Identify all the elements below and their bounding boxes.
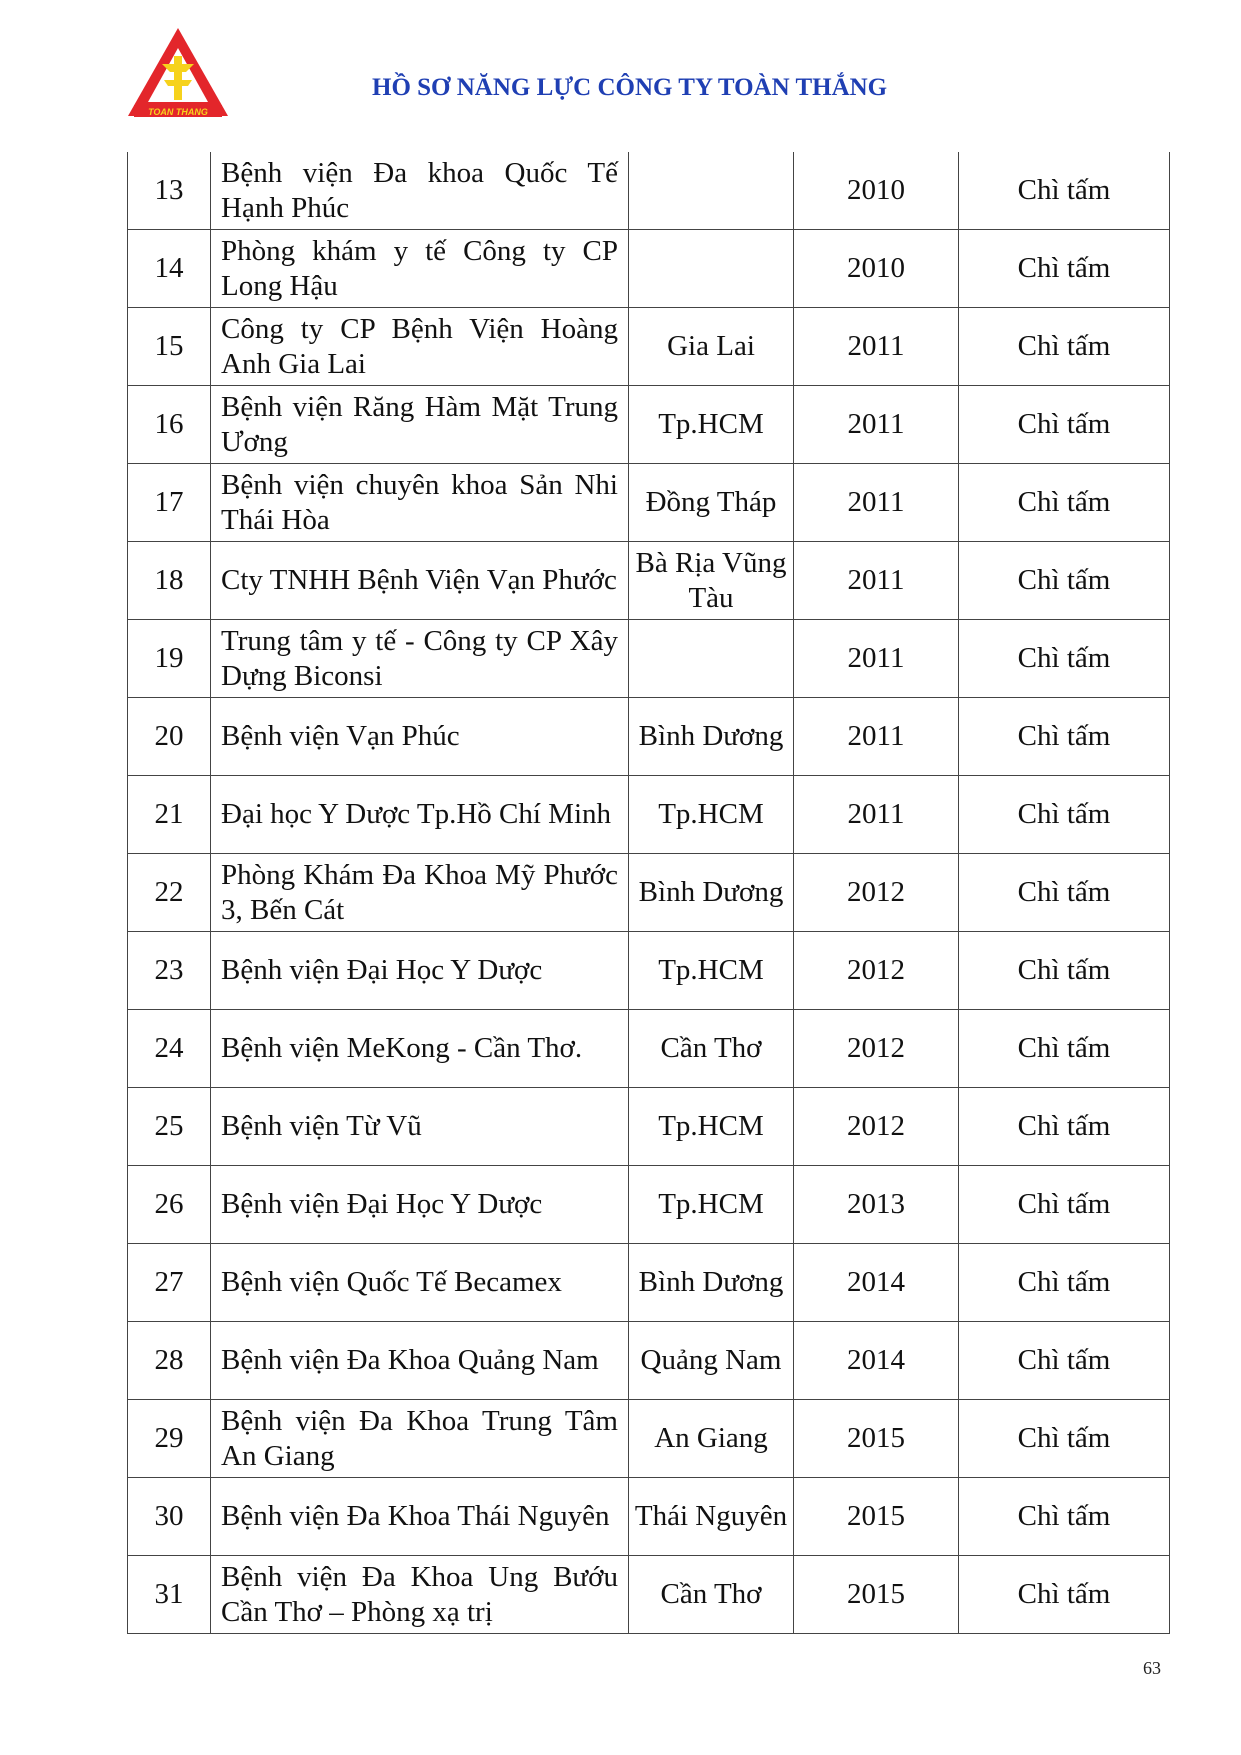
project-location-cell <box>629 854 794 932</box>
project-year-cell <box>794 1010 959 1088</box>
row-number-cell <box>128 542 211 620</box>
project-location: Gia Lai <box>667 330 755 362</box>
project-location-cell <box>629 1010 794 1088</box>
project-year-cell <box>794 464 959 542</box>
project-year: 2010 <box>847 252 905 284</box>
project-year: 2014 <box>847 1344 905 1376</box>
project-name: Bệnh viện Đa Khoa Quảng Nam <box>221 1344 599 1376</box>
project-location: Bình Dương <box>638 720 784 752</box>
project-year-cell <box>794 620 959 698</box>
project-material: Chì tấm <box>1017 642 1111 674</box>
project-name: Bệnh viện Răng Hàm Mặt Trung Ương <box>221 390 618 458</box>
project-year-cell <box>794 1478 959 1556</box>
table-row <box>128 1166 1170 1244</box>
project-name-cell <box>211 776 629 854</box>
table-row <box>128 1556 1170 1634</box>
row-number-cell <box>128 698 211 776</box>
project-material-cell <box>959 1322 1170 1400</box>
project-material: Chì tấm <box>1017 174 1111 206</box>
project-name-cell <box>211 386 629 464</box>
project-year-cell <box>794 308 959 386</box>
table-row <box>128 620 1170 698</box>
table-row <box>128 1322 1170 1400</box>
row-number: 30 <box>154 1500 184 1532</box>
project-name-cell <box>211 1322 629 1400</box>
row-number: 16 <box>154 408 184 440</box>
row-number: 29 <box>154 1422 184 1454</box>
project-location: Bình Dương <box>638 876 784 908</box>
project-year: 2011 <box>847 798 905 830</box>
project-location: Cần Thơ <box>660 1032 762 1064</box>
project-name: Bệnh viện Đại Học Y Dược <box>221 1188 543 1220</box>
project-year: 2011 <box>847 408 905 440</box>
project-material-cell <box>959 854 1170 932</box>
project-location-cell <box>629 1088 794 1166</box>
project-name: Bệnh viện chuyên khoa Sản Nhi Thái Hòa <box>221 468 618 536</box>
project-year-cell <box>794 230 959 308</box>
project-material: Chì tấm <box>1017 798 1111 830</box>
project-name: Bệnh viện Đa Khoa Thái Nguyên <box>221 1500 610 1532</box>
table-row <box>128 152 1170 230</box>
project-material: Chì tấm <box>1017 564 1111 596</box>
project-location-cell <box>629 230 794 308</box>
projects-table <box>127 152 1170 1634</box>
project-name-cell <box>211 1088 629 1166</box>
project-location: Cần Thơ <box>660 1578 762 1610</box>
row-number-cell <box>128 854 211 932</box>
project-name-cell <box>211 854 629 932</box>
project-material-cell <box>959 1088 1170 1166</box>
row-number: 22 <box>154 876 184 908</box>
row-number: 19 <box>154 642 184 674</box>
table-row <box>128 1400 1170 1478</box>
project-material: Chì tấm <box>1017 720 1111 752</box>
row-number-cell <box>128 1010 211 1088</box>
project-location: Bình Dương <box>638 1266 784 1298</box>
table-row <box>128 932 1170 1010</box>
project-location: Tp.HCM <box>658 408 764 440</box>
project-year: 2012 <box>847 954 905 986</box>
project-location: Tp.HCM <box>658 954 764 986</box>
project-location-cell <box>629 1166 794 1244</box>
project-name-cell <box>211 308 629 386</box>
row-number-cell <box>128 1166 211 1244</box>
row-number: 27 <box>154 1266 184 1298</box>
table-row <box>128 1244 1170 1322</box>
project-material-cell <box>959 698 1170 776</box>
project-material-cell <box>959 1478 1170 1556</box>
project-material-cell <box>959 620 1170 698</box>
project-location: Đồng Tháp <box>645 486 777 518</box>
table-row <box>128 386 1170 464</box>
project-material: Chì tấm <box>1017 252 1111 284</box>
table-row <box>128 1010 1170 1088</box>
row-number-cell <box>128 308 211 386</box>
project-name: Bệnh viện Đại Học Y Dược <box>221 954 543 986</box>
project-year: 2015 <box>847 1422 905 1454</box>
project-year-cell <box>794 1556 959 1634</box>
table-row <box>128 542 1170 620</box>
project-year: 2012 <box>847 1110 905 1142</box>
project-year: 2012 <box>847 876 905 908</box>
row-number: 18 <box>154 564 184 596</box>
project-material-cell <box>959 230 1170 308</box>
project-year: 2014 <box>847 1266 905 1298</box>
row-number: 26 <box>154 1188 184 1220</box>
logo-text: TOAN THANG <box>148 107 208 117</box>
project-name: Bệnh viện Đa khoa Quốc Tế Hạnh Phúc <box>221 156 618 224</box>
project-year-cell <box>794 1244 959 1322</box>
project-name: Bệnh viện Vạn Phúc <box>221 720 460 752</box>
project-name: Bệnh viện MeKong - Cần Thơ. <box>221 1032 583 1064</box>
project-material: Chì tấm <box>1017 1188 1111 1220</box>
project-year-cell <box>794 1400 959 1478</box>
project-location-cell <box>629 152 794 230</box>
project-year-cell <box>794 698 959 776</box>
row-number: 17 <box>154 486 184 518</box>
project-location-cell <box>629 1556 794 1634</box>
project-location: Bà Rịa Vũng Tàu <box>635 546 787 614</box>
project-material-cell <box>959 1556 1170 1634</box>
project-material: Chì tấm <box>1017 486 1111 518</box>
project-year: 2011 <box>847 642 905 674</box>
project-material: Chì tấm <box>1017 1344 1111 1376</box>
project-material-cell <box>959 386 1170 464</box>
row-number-cell <box>128 464 211 542</box>
row-number: 20 <box>154 720 184 752</box>
project-location-cell <box>629 698 794 776</box>
project-name: Công ty CP Bệnh Viện Hoàng Anh Gia Lai <box>221 312 618 380</box>
company-logo <box>124 26 232 120</box>
project-material: Chì tấm <box>1017 1032 1111 1064</box>
project-year-cell <box>794 932 959 1010</box>
project-year-cell <box>794 386 959 464</box>
table-row <box>128 230 1170 308</box>
table-row <box>128 308 1170 386</box>
project-name-cell <box>211 1478 629 1556</box>
table-row <box>128 1088 1170 1166</box>
row-number-cell <box>128 1244 211 1322</box>
row-number-cell <box>128 1556 211 1634</box>
project-material: Chì tấm <box>1017 876 1111 908</box>
project-year: 2011 <box>847 720 905 752</box>
project-location: An Giang <box>654 1422 768 1454</box>
project-name-cell <box>211 464 629 542</box>
project-material-cell <box>959 1244 1170 1322</box>
row-number-cell <box>128 1400 211 1478</box>
project-name-cell <box>211 152 629 230</box>
project-material: Chì tấm <box>1017 1110 1111 1142</box>
project-name: Bệnh viện Đa Khoa Trung Tâm An Giang <box>221 1404 618 1472</box>
project-material-cell <box>959 308 1170 386</box>
project-location-cell <box>629 1478 794 1556</box>
project-location-cell <box>629 1322 794 1400</box>
project-material: Chì tấm <box>1017 330 1111 362</box>
project-material: Chì tấm <box>1017 408 1111 440</box>
project-material: Chì tấm <box>1017 1422 1111 1454</box>
page-number: 63 <box>1143 1658 1161 1678</box>
row-number: 14 <box>154 252 184 284</box>
project-location: Thái Nguyên <box>634 1500 788 1532</box>
project-name: Cty TNHH Bệnh Viện Vạn Phước <box>221 564 617 596</box>
project-name-cell <box>211 620 629 698</box>
row-number-cell <box>128 386 211 464</box>
project-material-cell <box>959 1166 1170 1244</box>
project-year: 2015 <box>847 1578 905 1610</box>
project-material-cell <box>959 776 1170 854</box>
projects-table-body <box>128 152 1170 1634</box>
row-number: 24 <box>154 1032 184 1064</box>
project-year-cell <box>794 542 959 620</box>
project-year: 2010 <box>847 174 905 206</box>
row-number-cell <box>128 1478 211 1556</box>
project-material-cell <box>959 464 1170 542</box>
project-name: Bệnh viện Đa Khoa Ung Bướu Cần Thơ – Phòng xạ trị <box>221 1560 618 1628</box>
project-name-cell <box>211 542 629 620</box>
project-name: Bệnh viện Quốc Tế Becamex <box>221 1266 562 1298</box>
project-location: Tp.HCM <box>658 1188 764 1220</box>
project-material: Chì tấm <box>1017 1578 1111 1610</box>
project-location-cell <box>629 308 794 386</box>
project-material-cell <box>959 542 1170 620</box>
project-year-cell <box>794 152 959 230</box>
table-row <box>128 1478 1170 1556</box>
project-year-cell <box>794 854 959 932</box>
row-number: 25 <box>154 1110 184 1142</box>
project-year-cell <box>794 1088 959 1166</box>
project-year: 2011 <box>847 486 905 518</box>
project-material-cell <box>959 152 1170 230</box>
project-year: 2015 <box>847 1500 905 1532</box>
project-location-cell <box>629 542 794 620</box>
project-location-cell <box>629 386 794 464</box>
row-number-cell <box>128 776 211 854</box>
project-location-cell <box>629 464 794 542</box>
project-year-cell <box>794 1166 959 1244</box>
project-year: 2012 <box>847 1032 905 1064</box>
row-number: 21 <box>154 798 184 830</box>
project-name: Đại học Y Dược Tp.Hồ Chí Minh <box>221 798 612 830</box>
project-material-cell <box>959 1010 1170 1088</box>
row-number-cell <box>128 932 211 1010</box>
project-material: Chì tấm <box>1017 954 1111 986</box>
project-material: Chì tấm <box>1017 1266 1111 1298</box>
project-location-cell <box>629 1400 794 1478</box>
row-number: 31 <box>154 1578 184 1610</box>
project-name-cell <box>211 1400 629 1478</box>
row-number: 15 <box>154 330 184 362</box>
project-name-cell <box>211 1166 629 1244</box>
project-name-cell <box>211 1556 629 1634</box>
project-material-cell <box>959 932 1170 1010</box>
project-location: Tp.HCM <box>658 1110 764 1142</box>
project-year-cell <box>794 776 959 854</box>
project-location-cell <box>629 620 794 698</box>
project-name-cell <box>211 230 629 308</box>
project-year-cell <box>794 1322 959 1400</box>
project-material-cell <box>959 1400 1170 1478</box>
project-name: Bệnh viện Từ Vũ <box>221 1110 422 1142</box>
project-location-cell <box>629 932 794 1010</box>
project-year: 2011 <box>847 330 905 362</box>
project-name: Phòng khám y tế Công ty CP Long Hậu <box>221 234 618 302</box>
project-name-cell <box>211 1244 629 1322</box>
row-number-cell <box>128 1088 211 1166</box>
project-name-cell <box>211 932 629 1010</box>
project-location-cell <box>629 1244 794 1322</box>
table-row <box>128 698 1170 776</box>
row-number-cell <box>128 152 211 230</box>
project-location: Tp.HCM <box>658 798 764 830</box>
row-number: 28 <box>154 1344 184 1376</box>
table-row <box>128 854 1170 932</box>
project-name: Phòng Khám Đa Khoa Mỹ Phước 3, Bến Cát <box>221 858 618 926</box>
project-location: Quảng Nam <box>640 1344 782 1376</box>
project-name-cell <box>211 698 629 776</box>
table-row <box>128 776 1170 854</box>
row-number: 13 <box>154 174 184 206</box>
project-year: 2013 <box>847 1188 905 1220</box>
row-number-cell <box>128 620 211 698</box>
project-material: Chì tấm <box>1017 1500 1111 1532</box>
row-number: 23 <box>154 954 184 986</box>
project-name: Trung tâm y tế - Công ty CP Xây Dựng Biconsi <box>221 624 618 692</box>
project-name-cell <box>211 1010 629 1088</box>
project-location-cell <box>629 776 794 854</box>
row-number-cell <box>128 230 211 308</box>
page-header-title: HỒ SƠ NĂNG LỰC CÔNG TY TOÀN THẮNG <box>372 74 888 101</box>
project-year: 2011 <box>847 564 905 596</box>
row-number-cell <box>128 1322 211 1400</box>
table-row <box>128 464 1170 542</box>
